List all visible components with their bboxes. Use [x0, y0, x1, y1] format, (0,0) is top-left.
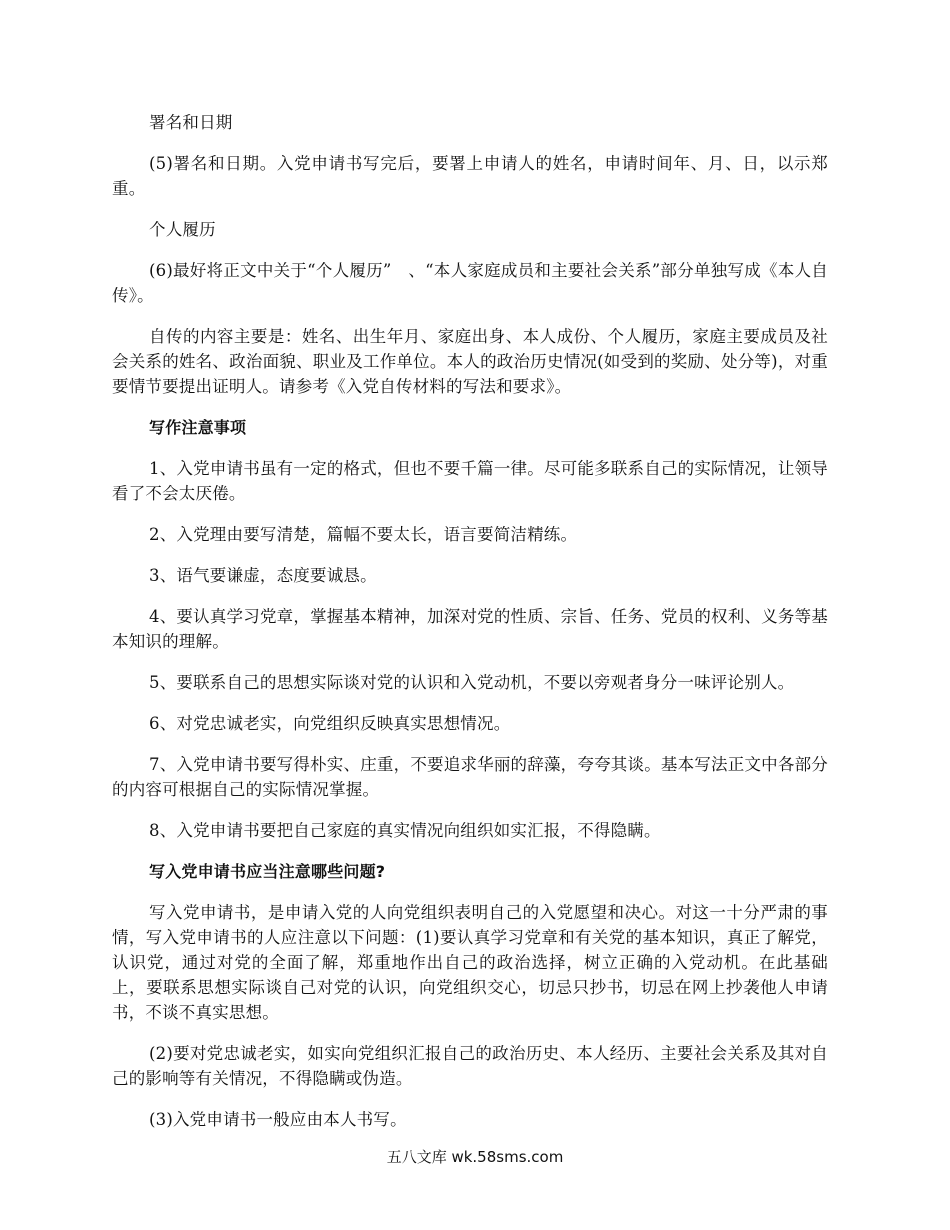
paragraph-11: 6、对党忠诚老实，向党组织反映真实思想情况。 [149, 714, 511, 733]
paragraph-6: 1、入党申请书虽有一定的格式，但也不要千篇一律。尽可能多联系自己的实际情况，让领导看了不会太厌倦。 [112, 459, 828, 503]
paragraph-16: (2)要对党忠诚老实，如实向党组织汇报自己的政治历史、本人经历、主要社会关系及其对自己的影响等有关情况，不得隐瞒或伪造。 [112, 1044, 828, 1088]
paragraph-2: 个人履历 [149, 220, 216, 239]
paragraph-10: 5、要联系自己的思想实际谈对党的认识和入党动机，不要以旁观者身分一味评论别人。 [149, 673, 795, 692]
paragraph-15: 写入党申请书，是申请入党的人向党组织表明自己的入党愿望和决心。对这一十分严肃的事情，写入党申请书的人应注意以下问题：(1)要认真学习党章和有关党的基本知识，真正了解党，认识党，通过对党的全面了解，郑重地作出自己的政治选择，树立正确的入党动机。在此基础上，要联系思想实际谈自己对党的认识，向党组织交心，切忌只抄书，切忌在网上抄袭他人申请书，不谈不真实思想。 [112, 903, 828, 1022]
paragraph-13: 8、入党申请书要把自己家庭的真实情况向组织如实汇报，不得隐瞒。 [149, 821, 661, 840]
paragraph-12: 7、入党申请书要写得朴实、庄重，不要追求华丽的辞藻，夸夸其谈。基本写法正文中各部分的内容可根据自己的实际情况掌握。 [112, 755, 828, 799]
paragraph-8: 3、语气要谦虚，态度要诚恳。 [149, 566, 377, 585]
section-heading-writing-notes: 写作注意事项 [149, 418, 247, 437]
paragraph-4: 自传的内容主要是：姓名、出生年月、家庭出身、本人成份、个人履历，家庭主要成员及社会关系的姓名、政治面貌、职业及工作单位。本人的政治历史情况(如受到的奖励、处分等)，对重要情节要提出证明人。请参考《入党自传材料的写法和要求》。 [112, 327, 828, 396]
document-body [112, 110, 828, 1148]
footer-watermark: 五八文库 wk.58sms.com [386, 1148, 564, 1166]
paragraph-1: (5)署名和日期。入党申请书写完后，要署上申请人的姓名，申请时间年、月、日，以示郑重。 [112, 154, 828, 198]
section-heading-issues: 写入党申请书应当注意哪些问题? [149, 862, 386, 881]
paragraph-7: 2、入党理由要写清楚，篇幅不要太长，语言要简洁精练。 [149, 525, 578, 544]
paragraph-3: (6)最好将正文中关于“个人履历” 、“本人家庭成员和主要社会关系”部分单独写成《本人自传》。 [112, 261, 828, 305]
paragraph-9: 4、要认真学习党章，掌握基本精神，加深对党的性质、宗旨、任务、党员的权利、义务等基本知识的理解。 [112, 607, 828, 651]
paragraph-17: (3)入党申请书一般应由本人书写。 [149, 1110, 407, 1129]
paragraph-0: 署名和日期 [149, 113, 233, 132]
